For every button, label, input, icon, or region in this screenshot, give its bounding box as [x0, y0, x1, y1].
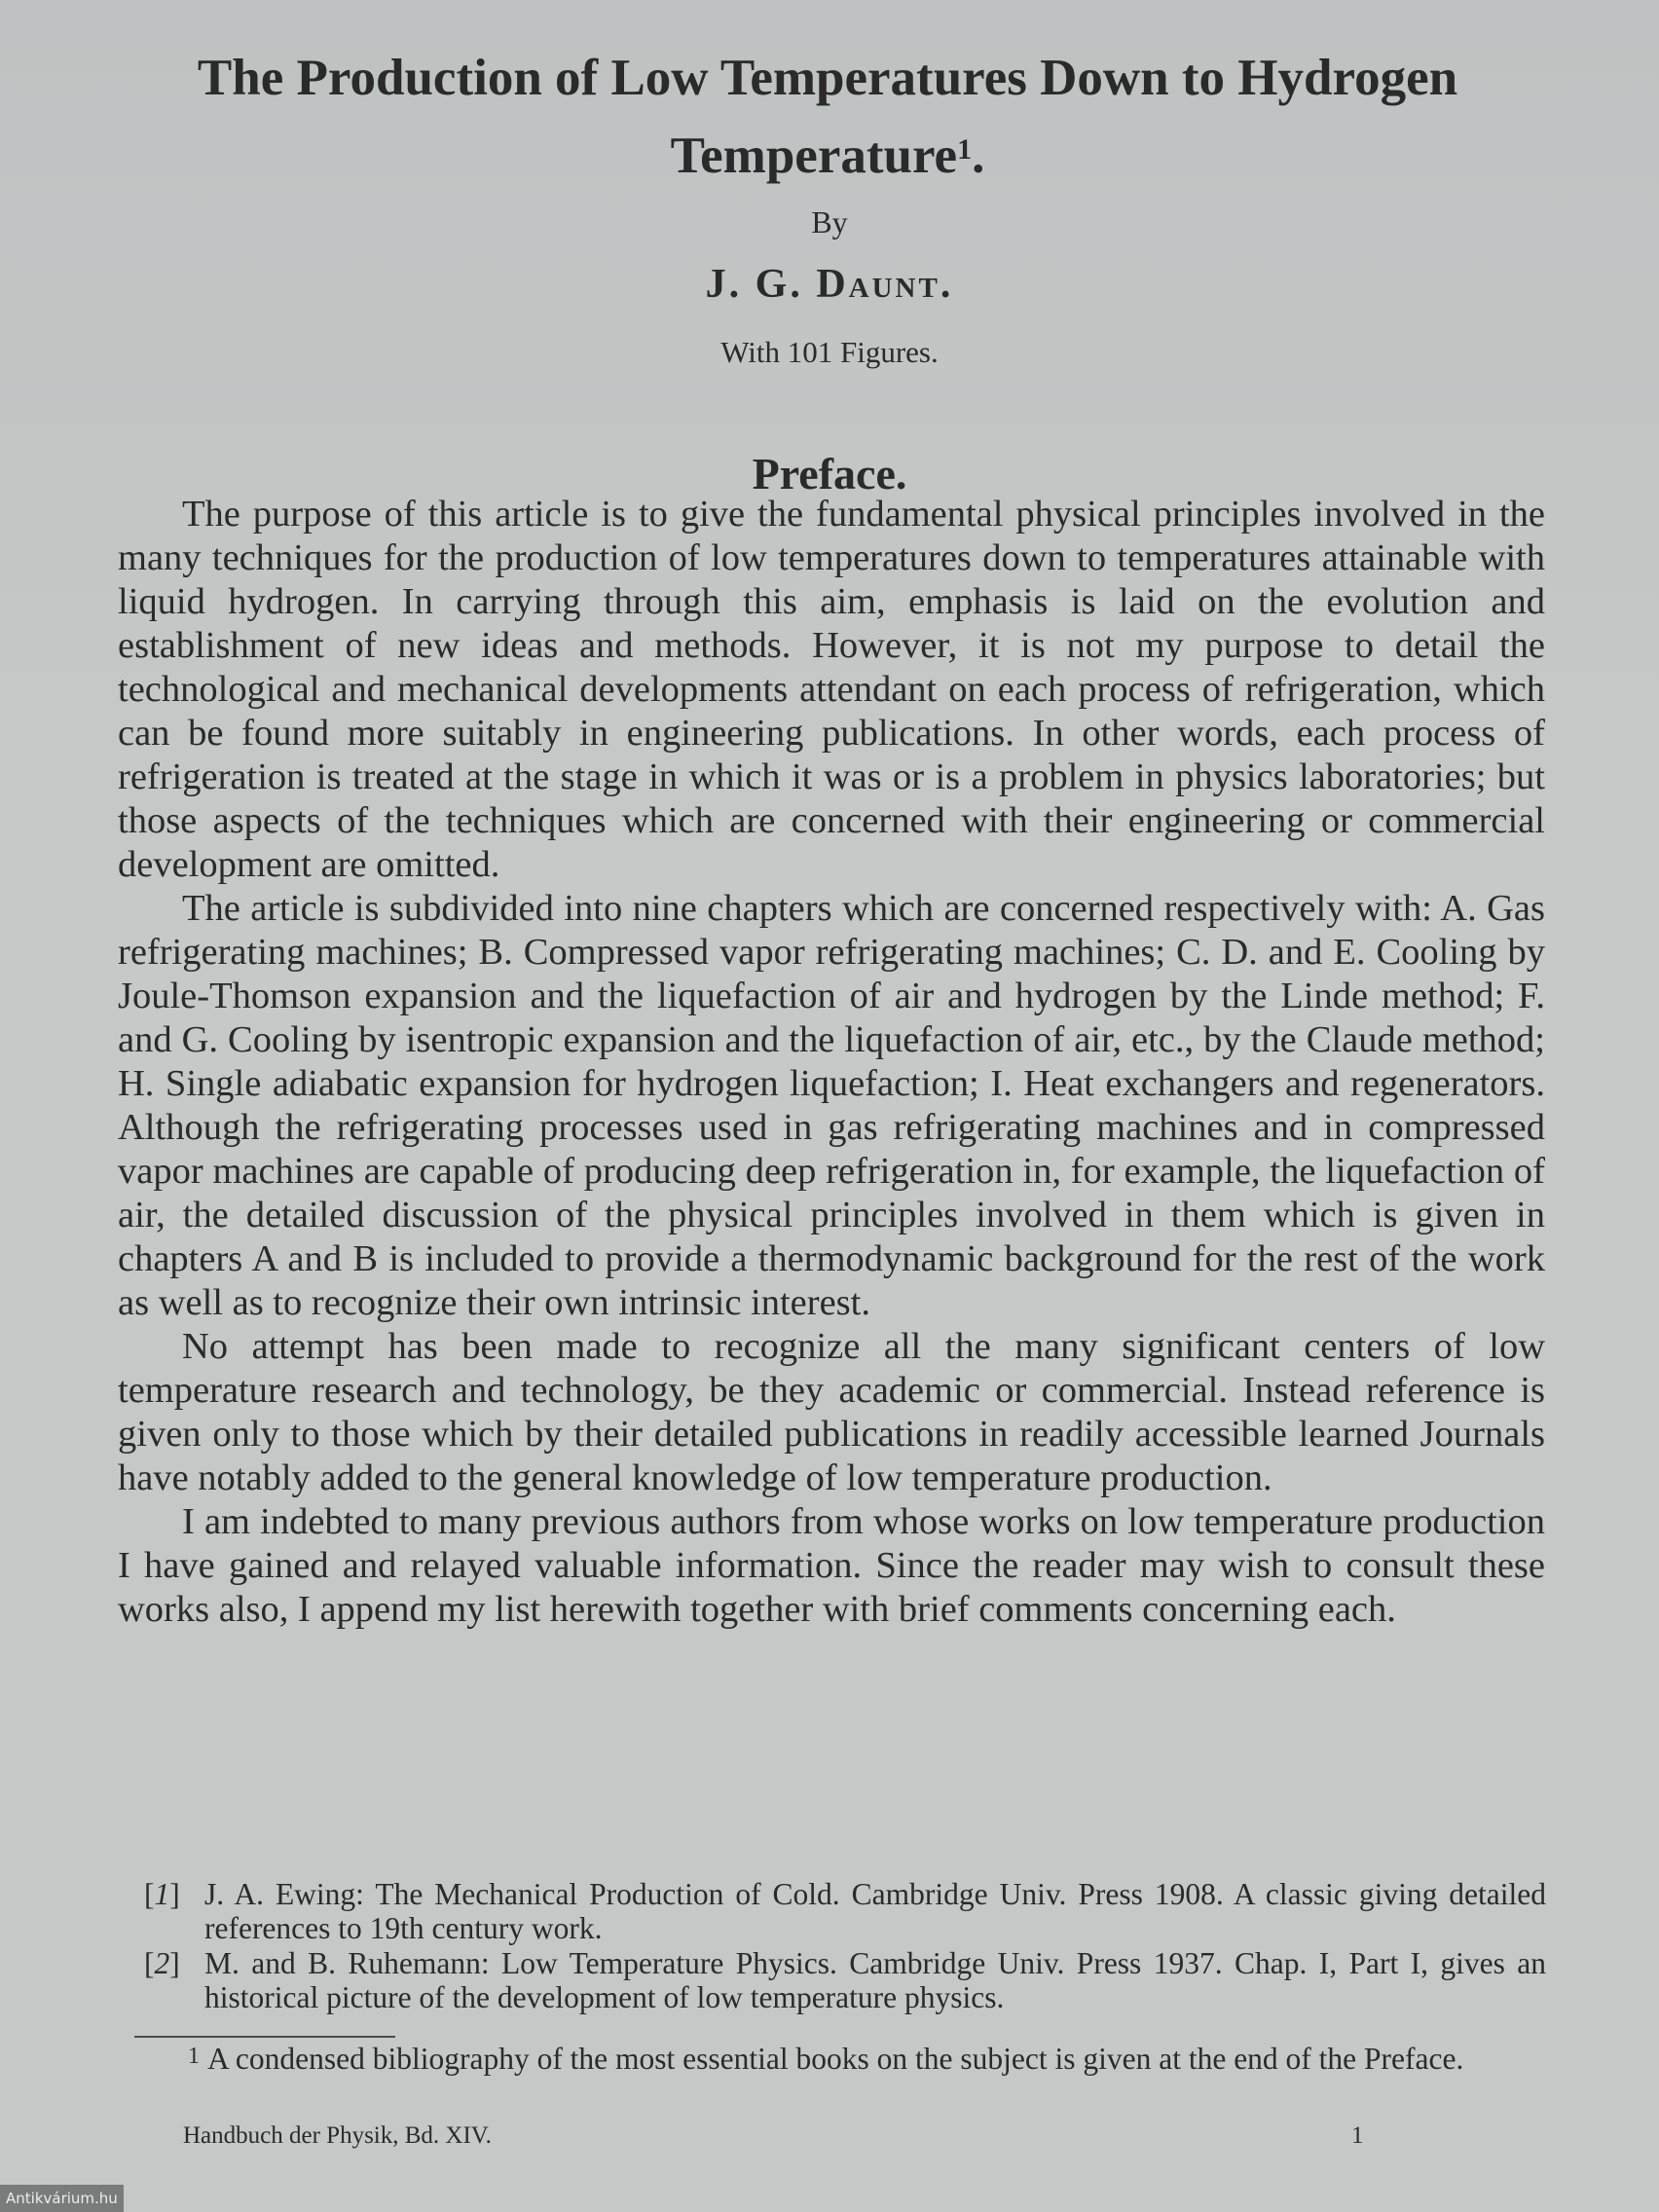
footnote-text: A condensed bibliography of the most essential books on the subject is given at the end of the Preface.: [207, 2042, 1464, 2076]
paragraph: No attempt has been made to recognize all the many significant centers of low temperature research and technology, be they academic or commercial. Instead reference is given only to those which by their detailed publications in readily accessible learned Journals have notably added to the general knowledge of low temperature production.: [118, 1326, 1545, 1498]
footnote: [129, 2041, 1546, 2077]
paragraph: I am indebted to many previous authors from whose works on low temperature production I have gained and relayed valuable information. Since the reader may wish to consult these works also, I append my list herewith together with brief comments concerning each.: [118, 1501, 1545, 1630]
reference-text: M. and B. Ruhemann: Low Temperature Physics. Cambridge Univ. Press 1937. Chap. I, Part I, gives an historical picture of the development of low temperature physics.: [204, 1946, 1546, 2014]
title-text: The Production of Low Temperatures Down to Hydrogen Temperature: [197, 50, 1458, 184]
reference-item: [144, 1877, 1546, 1945]
section-heading-preface: Preface.: [752, 449, 907, 499]
paragraph: The article is subdivided into nine chapters which are concerned respectively with: A. Gas refrigerating machines; B. Compressed vapor refrigerating machines; C. D. and E. Cooling by Joule-Thomson expansion and the liquefaction of air and hydrogen by the Linde method; F. and G. Cooling by isentropic expansion and the liquefaction of air, etc., by the Claude method; H. Single adiabatic expansion for hydrogen liquefaction; I. Heat exchangers and regenerators. Although the refrigerating processes used in gas refrigerating machines and in compressed vapor machines are capable of producing deep refrigeration in, for example, the liquefaction of air, the detailed discussion of the physical principles involved in them which is given in chapters A and B is included to provide a thermodynamic background for the rest of the work as well as to recognize their own intrinsic interest.: [118, 888, 1545, 1323]
footnote-marker: 1: [188, 2044, 200, 2069]
reference-text: J. A. Ewing: The Mechanical Production of Cold. Cambridge Univ. Press 1908. A classic giving detailed references to 19th century work.: [204, 1877, 1546, 1945]
reference-number: [1]: [144, 1877, 180, 1911]
reference-number: [2]: [144, 1946, 180, 1980]
watermark: Antikvárium.hu: [0, 2185, 124, 2212]
byline: By: [811, 204, 848, 240]
figure-count: With 101 Figures.: [720, 335, 939, 369]
title-end: .: [972, 128, 985, 184]
page-number: 1: [1351, 2122, 1364, 2149]
reference-list: [144, 1877, 1546, 2015]
reference-item: [144, 1946, 1546, 2014]
paragraph: The purpose of this article is to give the fundamental physical principles involved in the many techniques for the production of low temperatures down to temperatures attainable with liquid hydrogen. In carrying through this aim, emphasis is laid on the evolution and establishment of new ideas and methods. However, it is not my purpose to detail the technological and mechanical developments attendant on each process of refrigeration, which can be found more suitably in engineering publications. In other words, each process of refrigeration is treated at the stage in which it was or is a problem in physics laboratories; but those aspects of the techniques which are concerned with their engineering or commercial development are omitted.: [118, 494, 1545, 885]
article-title: [175, 39, 1480, 195]
footnote-divider: [134, 2036, 395, 2038]
preface-body: [118, 493, 1545, 1632]
author-name: J. G. Daunt.: [705, 262, 954, 307]
running-footer: Handbuch der Physik, Bd. XIV.: [183, 2122, 492, 2149]
title-footnote-marker: 1: [957, 133, 973, 166]
